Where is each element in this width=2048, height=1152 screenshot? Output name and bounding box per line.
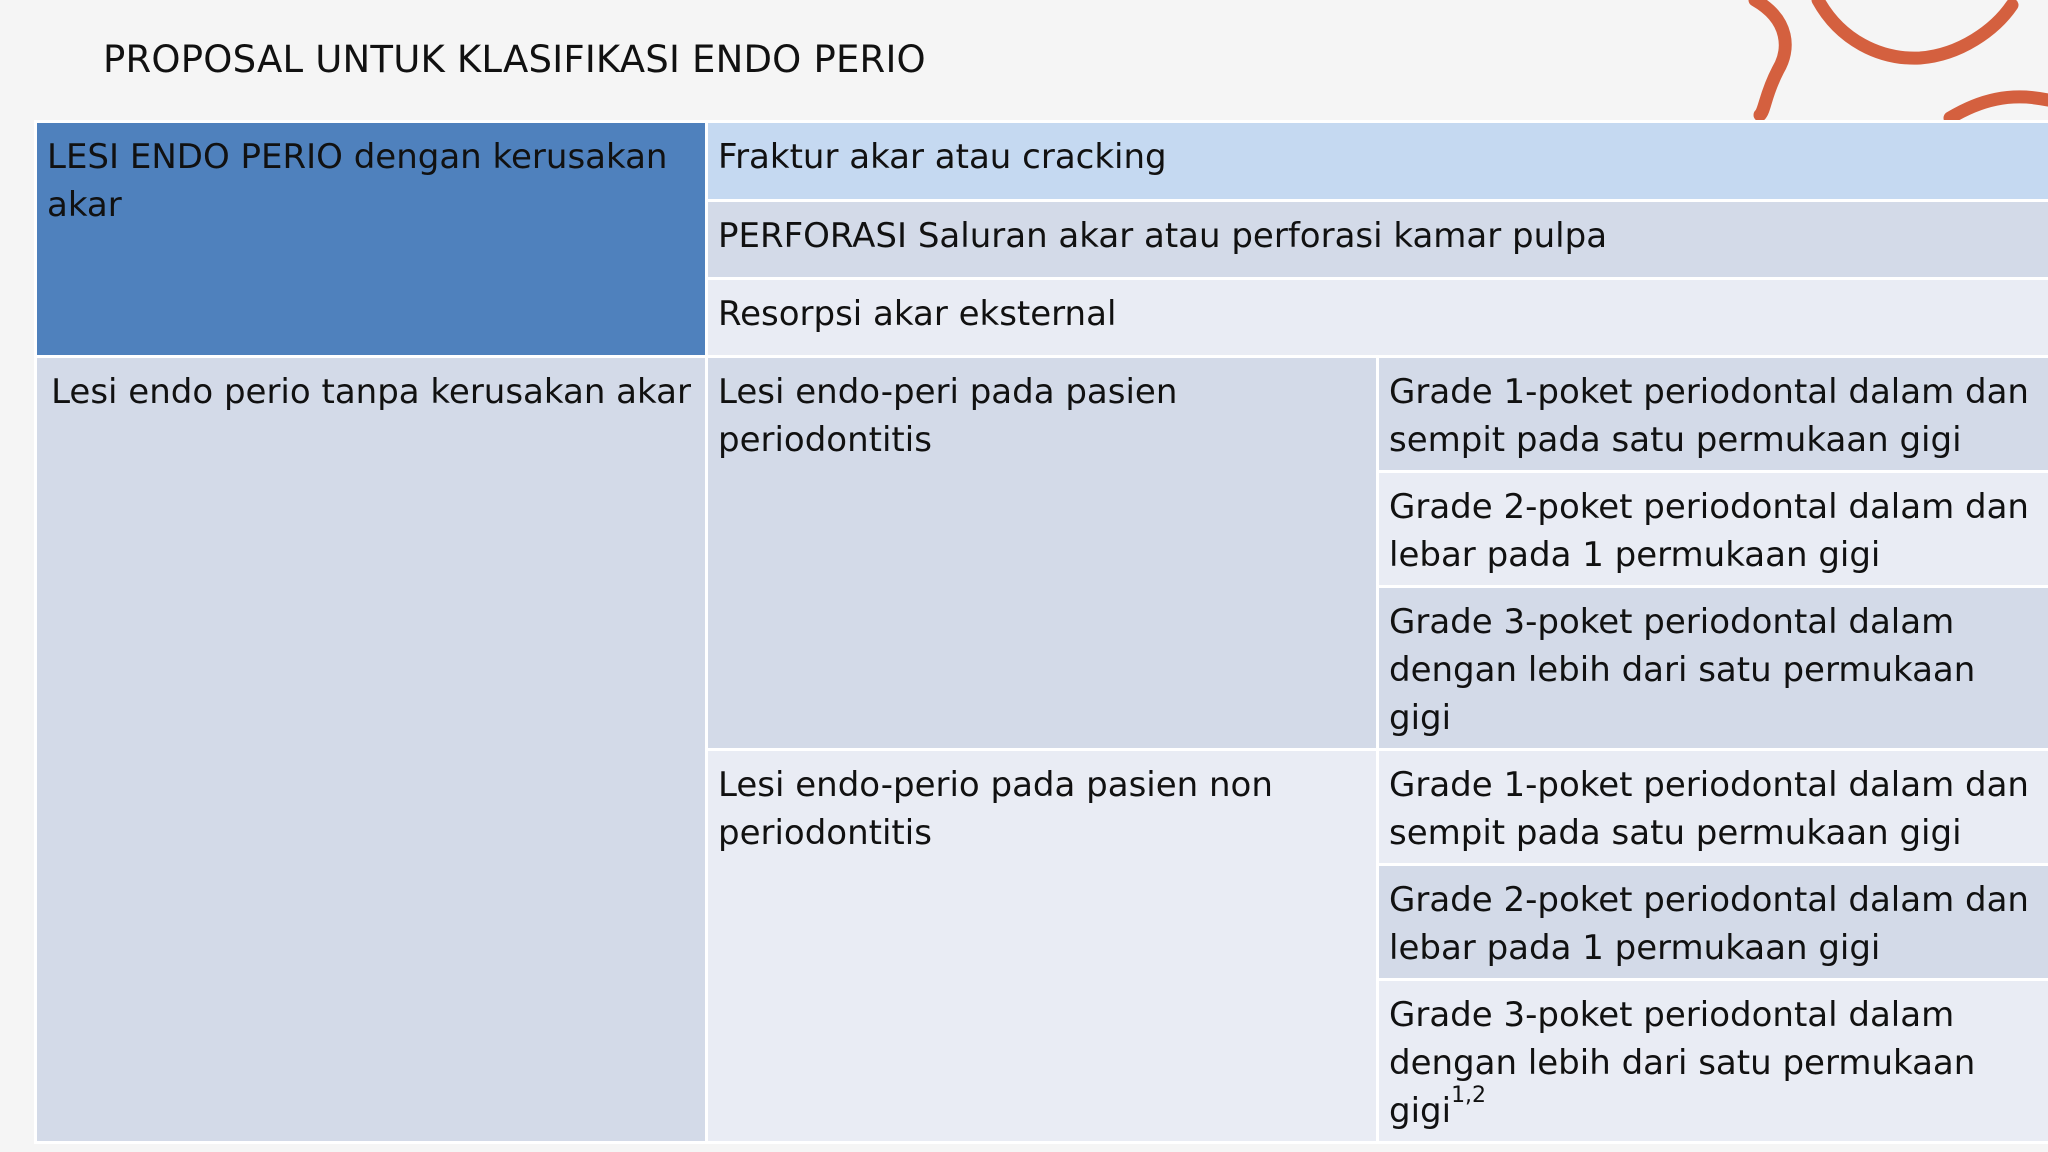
subgroup-label: Lesi endo-perio pada pasien non periodontitis (707, 750, 1378, 1143)
group2-label: Lesi endo perio tanpa kerusakan akar (36, 357, 707, 1143)
group1-label: LESI ENDO PERIO dengan kerusakan akar (36, 122, 707, 357)
grade-cell: Grade 3-poket periodontal dalam dengan lebih dari satu permukaan gigi (1378, 587, 2048, 750)
group1-item: PERFORASI Saluran akar atau perforasi kamar pulpa (707, 201, 2048, 279)
classification-table (34, 120, 2048, 1144)
group1-item: Fraktur akar atau cracking (707, 122, 2048, 201)
grade-cell: Grade 1-poket periodontal dalam dan sempit pada satu permukaan gigi (1378, 750, 2048, 865)
grade-text: Grade 3-poket periodontal dalam dengan lebih dari satu permukaan gigi (1389, 995, 1976, 1131)
footnote-marker: 1,2 (1451, 1083, 1487, 1108)
grade-cell: Grade 2-poket periodontal dalam dan lebar pada 1 permukaan gigi (1378, 472, 2048, 587)
grade-cell: Grade 2-poket periodontal dalam dan lebar pada 1 permukaan gigi (1378, 865, 2048, 980)
subgroup-label: Lesi endo-peri pada pasien periodontitis (707, 357, 1378, 750)
group1-item: Resorpsi akar eksternal (707, 279, 2048, 357)
grade-cell: Grade 1-poket periodontal dalam dan sempit pada satu permukaan gigi (1378, 357, 2048, 472)
page-title: PROPOSAL UNTUK KLASIFIKASI ENDO PERIO (103, 38, 926, 81)
grade-cell-with-footnote (1378, 980, 2048, 1143)
